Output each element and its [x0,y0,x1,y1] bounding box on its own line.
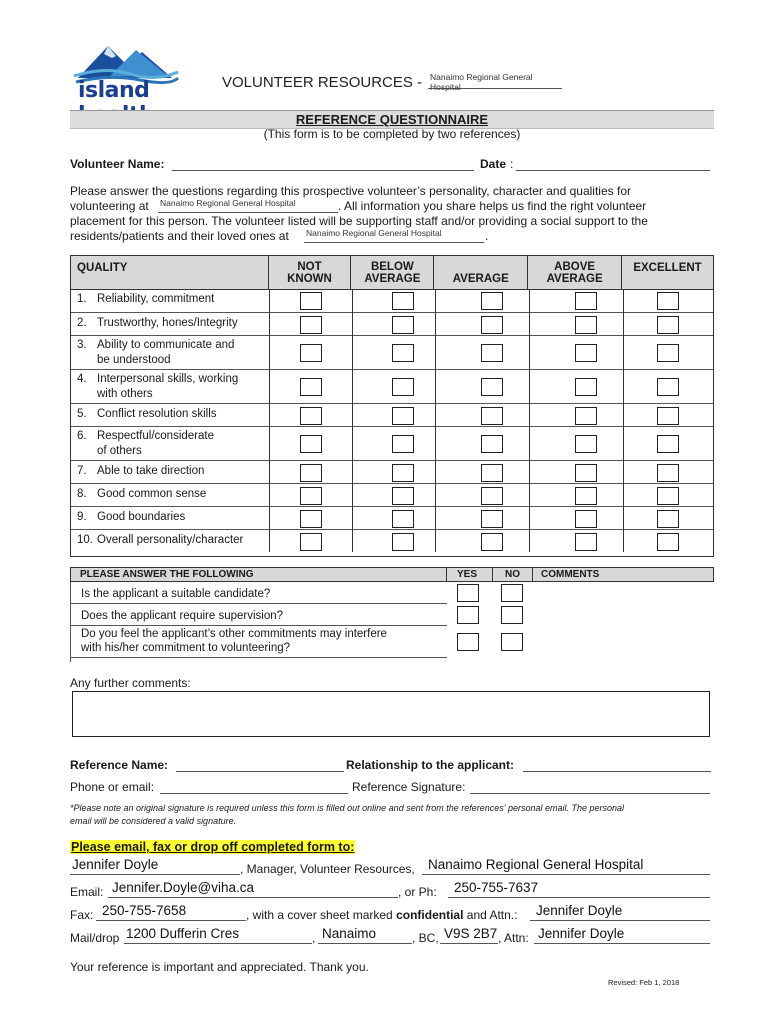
contact-site-field[interactable] [422,858,710,875]
ratings-table [70,255,714,290]
contact-heading: Please email, fax or drop off completed form to: [71,840,355,854]
date-label: Date [480,157,507,171]
rating-column-divider [435,289,436,552]
rating-checkbox[interactable] [300,487,322,505]
no-label: NO [505,569,520,580]
rating-quality-label [77,316,238,331]
rating-line-1: Overall personality/character [97,534,244,546]
rating-checkbox[interactable] [481,316,503,334]
facility-field[interactable] [428,72,562,92]
signature-field[interactable] [470,781,710,794]
yesno-row [71,604,447,626]
phone-value: 250-755-7637 [454,880,539,895]
yesno-question-line-1: Does the applicant require supervision? [81,610,284,622]
header-excellent [622,256,714,290]
rating-number: 7. [77,465,87,477]
revised-date: Revised: Feb 1, 2018 [608,978,680,987]
intro-line-4-start: residents/patients and their loved ones at [70,229,289,243]
rating-line-1: Ability to communicate and [97,339,235,351]
phone-email-label: Phone or email: [70,780,155,794]
yesno-divider-1 [446,567,447,582]
yesno-question-line-1: Is the applicant a suitable candidate? [81,588,271,600]
page-title: VOLUNTEER RESOURCES - [222,74,423,91]
rating-checkbox[interactable] [481,292,503,310]
contact-name-field[interactable] [70,858,240,875]
phone-field[interactable] [448,881,710,898]
intro-facility-value-2: Nanaimo Regional General Hospital [306,228,442,238]
rating-row [71,483,713,506]
ph-label: , or Ph: [398,885,437,899]
rating-checkbox[interactable] [657,510,679,528]
rating-row [71,506,713,529]
rating-quality-label [77,407,217,422]
yes-checkbox[interactable] [457,606,479,624]
cover-sheet-text [246,908,517,922]
rating-checkbox[interactable] [575,316,597,334]
facility-value: Nanaimo Regional General Hospital [430,72,533,92]
yesno-question-line-1: Do you feel the applicant’s other commitments may interfere [81,628,387,640]
further-comments-box[interactable] [72,691,710,737]
further-comments-label: Any further comments: [70,676,191,690]
rating-number: 3. [77,339,87,351]
rating-checkbox[interactable] [657,407,679,425]
form-title: REFERENCE QUESTIONNAIRE [295,112,489,127]
rating-line-2: with others [97,388,153,400]
rating-checkbox[interactable] [575,378,597,396]
rating-line-2: be understood [97,354,171,366]
thank-you-text: Your reference is important and appreciated. Thank you. [70,960,369,974]
yesno-question [81,609,283,623]
rating-number: 2. [77,317,87,329]
rating-quality-label [77,372,238,402]
cover-confidential: confidential [396,908,464,922]
rating-checkbox[interactable] [657,378,679,396]
rating-line-1: Able to take direction [97,465,205,477]
header-quality [71,256,269,290]
date-field[interactable] [516,158,710,171]
rating-line-1: Respectful/considerate [97,430,214,442]
relationship-label: Relationship to the applicant: [346,758,515,772]
email-label: Email: [70,885,104,899]
rating-quality-label [77,533,243,548]
yesno-header-label: PLEASE ANSWER THE FOLLOWING [80,569,254,580]
rating-checkbox[interactable] [392,378,414,396]
rating-line-1: Conflict resolution skills [97,408,217,420]
comments-label: COMMENTS [541,569,600,580]
postal-value: V9S 2B7 [444,926,498,941]
rating-checkbox[interactable] [657,316,679,334]
rating-checkbox[interactable] [392,487,414,505]
attn-label: , Attn: [498,931,529,945]
rating-row [71,335,713,369]
intro-line-3: placement for this person. The volunteer listed will be supporting staff and/or providing a social support to the [70,214,648,228]
reference-name-label: Reference Name: [70,758,169,772]
cover-text-2: and Attn.: [466,908,518,922]
rating-checkbox[interactable] [392,316,414,334]
rating-quality-label [77,292,214,307]
rating-checkbox[interactable] [392,407,414,425]
rating-checkbox[interactable] [575,292,597,310]
yesno-question [81,587,270,601]
header-above-2: AVERAGE [546,272,603,285]
no-checkbox[interactable] [501,633,523,651]
intro-period: . [485,229,489,243]
rating-checkbox[interactable] [575,435,597,453]
rating-row [71,426,713,460]
rating-checkbox[interactable] [657,435,679,453]
intro-line-2-start: volunteering at [70,199,149,213]
header-not-known [268,256,351,290]
rating-row [71,312,713,335]
fax-label: Fax: [70,908,94,922]
email-value: Jennifer.Doyle@viha.ca [112,880,255,895]
rating-line-1: Interpersonal skills, working [97,373,239,385]
yes-checkbox[interactable] [457,584,479,602]
rating-quality-label [77,429,214,459]
rating-checkbox[interactable] [392,435,414,453]
rating-row [71,369,713,403]
rating-row [71,403,713,426]
city-field[interactable] [318,927,412,944]
rating-checkbox[interactable] [392,533,414,551]
intro-facility-field-2[interactable] [304,229,484,243]
intro-facility-value: Nanaimo Regional General Hospital [160,198,296,208]
rating-checkbox[interactable] [657,487,679,505]
yesno-question-line-2: with his/her commitment to volunteering? [81,642,291,654]
yesno-question [81,627,387,655]
signature-note-2: email will be considered a valid signature. [70,816,237,826]
rating-checkbox[interactable] [481,378,503,396]
rating-checkbox[interactable] [657,344,679,362]
volunteer-name-field[interactable] [172,158,474,171]
header-above-average [528,256,622,290]
rating-checkbox[interactable] [481,487,503,505]
rating-checkbox[interactable] [575,407,597,425]
rating-quality-label [77,487,206,502]
address-field[interactable] [124,927,312,944]
rating-checkbox[interactable] [300,344,322,362]
rating-quality-label [77,464,204,479]
mail-label: Mail/drop [70,931,120,945]
rating-column-divider [529,289,530,552]
rating-column-divider [352,289,353,552]
header-average [434,256,528,290]
rating-checkbox[interactable] [392,464,414,482]
attn-field-1[interactable] [530,904,710,921]
yesno-divider-3 [532,567,533,582]
rating-checkbox[interactable] [481,435,503,453]
yesno-divider-2 [492,567,493,582]
rating-checkbox[interactable] [392,510,414,528]
rating-number: 9. [77,511,87,523]
rating-line-1: Reliability, commitment [97,293,215,305]
form-subtitle: (This form is to be completed by two references) [263,127,521,141]
intro-facility-field[interactable] [158,199,338,213]
yesno-row [71,582,447,604]
rating-checkbox[interactable] [392,344,414,362]
bc-label: , BC, [412,931,439,945]
header-above-1: ABOVE [554,260,596,273]
rating-line-2: of others [97,445,142,457]
rating-checkbox[interactable] [300,533,322,551]
phone-email-field[interactable] [160,781,348,794]
rating-checkbox[interactable] [300,510,322,528]
rating-checkbox[interactable] [481,344,503,362]
rating-quality-label [77,510,185,525]
fax-field[interactable] [96,904,246,921]
rating-row [71,529,713,552]
rating-line-1: Good common sense [97,488,207,500]
rating-checkbox[interactable] [300,316,322,334]
postal-field[interactable] [440,927,498,944]
attn-field-2[interactable] [534,927,710,944]
logo [70,36,180,102]
rating-checkbox[interactable] [575,510,597,528]
intro-line-2-end: . All information you share helps us find the right volunteer [338,199,647,213]
cover-text-1: , with a cover sheet marked [246,908,393,922]
rating-checkbox[interactable] [300,435,322,453]
city-value: Nanaimo [322,926,377,941]
header-below-average [351,256,434,290]
address-comma: , [312,931,316,945]
rating-checkbox[interactable] [481,464,503,482]
date-colon: : [510,157,514,171]
signature-label: Reference Signature: [352,780,466,794]
header-not-known-1: NOT [297,260,322,273]
header-excellent-label: EXCELLENT [633,262,702,274]
rating-checkbox[interactable] [481,407,503,425]
rating-checkbox[interactable] [575,533,597,551]
yesno-row [71,626,447,658]
address-value: 1200 Dufferin Cres [126,926,240,941]
yes-label: YES [457,569,478,580]
rating-checkbox[interactable] [300,378,322,396]
intro-line-1: Please answer the questions regarding this prospective volunteer’s personality, character and qualities for [70,184,631,198]
yes-checkbox[interactable] [457,633,479,651]
header-not-known-2: KNOWN [287,272,332,285]
header-below-2: AVERAGE [364,272,421,285]
rating-line-1: Good boundaries [97,511,186,523]
reference-name-field[interactable] [176,759,344,772]
rating-checkbox[interactable] [392,292,414,310]
rating-checkbox[interactable] [657,533,679,551]
rating-number: 6. [77,430,87,442]
ratings-body [70,289,714,557]
yesno-body [70,582,714,662]
email-field[interactable] [108,881,398,898]
rating-number: 5. [77,408,87,420]
header-quality-label: QUALITY [77,262,128,274]
contact-name-value: Jennifer Doyle [72,857,159,872]
rating-checkbox[interactable] [575,487,597,505]
rating-checkbox[interactable] [481,510,503,528]
rating-quality-label [77,338,234,368]
relationship-field[interactable] [523,759,711,772]
rating-checkbox[interactable] [300,464,322,482]
no-checkbox[interactable] [501,606,523,624]
header-below-1: BELOW [370,260,414,273]
attn-value-2: Jennifer Doyle [538,926,625,941]
manager-text: , Manager, Volunteer Resources, [240,862,415,876]
rating-row [71,460,713,483]
header-average-label: AVERAGE [452,273,509,285]
no-checkbox[interactable] [501,584,523,602]
contact-site-value: Nanaimo Regional General Hospital [428,857,644,872]
logo-text: island [78,78,150,103]
fax-value: 250-755-7658 [102,903,187,918]
rating-number: 10. [77,534,93,546]
rating-number: 8. [77,488,87,500]
rating-checkbox[interactable] [481,533,503,551]
attn-value-1: Jennifer Doyle [536,903,623,918]
rating-column-divider [623,289,624,552]
rating-checkbox[interactable] [300,292,322,310]
rating-checkbox[interactable] [657,464,679,482]
rating-checkbox[interactable] [657,292,679,310]
rating-checkbox[interactable] [300,407,322,425]
rating-checkbox[interactable] [575,344,597,362]
rating-line-1: Trustworthy, hones/Integrity [97,317,238,329]
signature-note-1: *Please note an original signature is required unless this form is filled out online and sent from the references' personal email. The personal [70,803,625,813]
rating-checkbox[interactable] [575,464,597,482]
rating-column-divider [269,289,270,552]
volunteer-name-label: Volunteer Name: [70,157,165,171]
rating-number: 4. [77,373,87,385]
rating-number: 1. [77,293,87,305]
rating-row [71,289,713,312]
